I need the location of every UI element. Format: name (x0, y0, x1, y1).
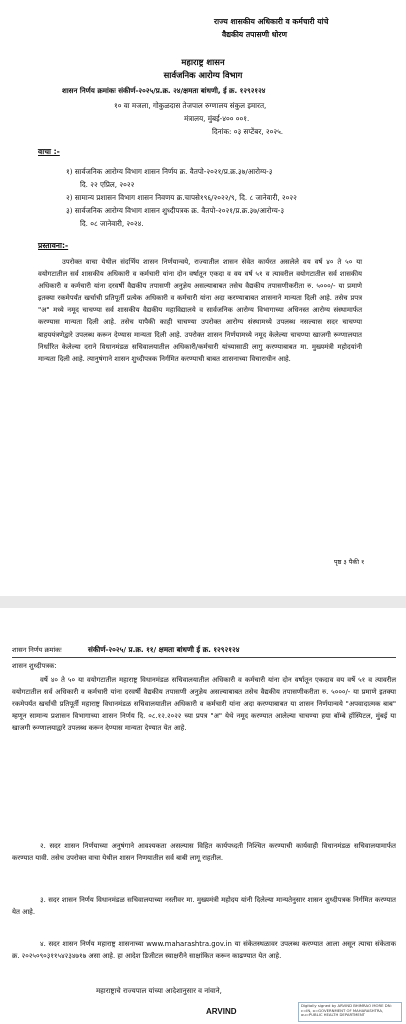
read-item-1-date: दि. २२ एप्रिल, २०२२ (80, 180, 135, 189)
read-item-3-date: दि. ०८ जानेवारी, २०२४. (80, 219, 144, 228)
address-line2: मंत्रालय, मुंबई-४०० ००१. (184, 114, 250, 123)
running-header-number: संकीर्ण-२०२५/ प्र.क्र. ११/ क्षमता बांधणी ई क्र. १२९२१२४ (88, 645, 240, 654)
preamble-paragraph: उपरोक्त वाचा येथील संदर्भिय शासन निर्णयान्वये, राज्यातील शासन सेवेत कार्यरत असलेले वय वर्ष ४० ते ५० या वयोगटातील सर्व शासकीय अधिकारी व कर्मचारी यांना दोन वर्षातून एकदा व वय वर्ष ५१ व त्यावरील वयोगटातील सर्व शासकीय अधिकारी व कर्मचारी यांना दरवर्षी वैद्यकीय तपासणी अनुज्ञेय असल्याबाबत तसेच वैद्यकीय तपासणीकरीता रु. ५०००/- या प्रमाणे इतक्या रकमेपर्यंत खर्चाची प्रतिपूर्ती प्रत्येक अधिकारी व कर्मचारी यांना अदा करण्याबाबत शासनाने मान्यता दिली आहे. तसेच प्रपत्र "अ" मध्ये नमूद चाचण्या सर्व शासकीय वैद्यकीय महाविद्यालये व सार्वजनिक आरोग्य विभागाच्या अधिनस्त आरोग्य संस्थामार्फत करण्यास मान्यता दिली आहे. तसेच यापैकी काही चाचण्या उपरोक्त आरोग्य संस्थामध्ये उपलब्ध नसल्यास सदर चाचण्या बाहययंत्रणेद्वारे उपलब्ध करून देण्यास मान्यता दिली आहे. उपरोक्त शासन निर्णयामध्ये नमूद केलेल्या चाचण्या खाजगी रूग्णालयात निर्धारित केलेल्या दराने विधानमंडळ सचिवालयातील अधिकारी/कर्मचारी यांच्यासाठी लागु करण्याबाबत मा. मुख्यमंत्री महोदयांनी मान्यता दिली आहे. त्यानुषंगाने शासन शुध्दीपत्रक निर्गमित करण्याची बाबत शासनाच्या विचाराधीन आहे. (38, 258, 362, 363)
page-number: पृष्ठ ३ पैकी १ (334, 558, 365, 566)
corrigendum-para-3: ३. सदर शासन निर्णय विधानमंडळ सचिवालयाच्या नस्तीवर मा. मुख्यमंत्री महोदय यांनी दिलेल्या मान्यतेनुसार शासन शुध्दीपत्रक निर्गमित करण्यात येत आहे. (12, 896, 396, 917)
preamble-heading: प्रस्तावना:- (38, 241, 69, 250)
document-page-2 (0, 608, 406, 1024)
corrigendum-heading: शासन शुध्दीपत्रक: (12, 662, 57, 670)
digital-signature-box (298, 1002, 402, 1022)
gr-date: दिनांक: ०३ सप्टेंबर, २०२५. (212, 127, 284, 136)
running-header-label: शासन निर्णय क्रमांकः (12, 646, 62, 654)
gov-title: महाराष्ट्र शासन (181, 57, 225, 67)
read-item-2: २) सामान्य प्रशासन विभाग शासन निवणय क्र.चापसे१९६/२०२२/९, दि. ८ जानेवारी, २०२२ (66, 193, 297, 202)
signatory-name: ARVIND (206, 1007, 237, 1016)
read-item-3: ३) सार्वजनिक आरोग्य विभाग शासन शुध्दीपत्रक क्र. वैतपो-२०२१/प्र.क्र.३७/आरोग्य-३ (66, 206, 285, 215)
department-title: सार्वजनिक आरोग्य विभाग (163, 70, 243, 80)
corrigendum-para-2: २. सदर शासन निर्णयाच्या अनुषंगाने आवश्यकता असल्यास विहित कार्यपध्दती निश्चित करण्याची कार्यवाही विधानमंडळ सचिवालयामार्फत करण्यात यावी. तसेच उपरोक्त वाचा येथील शासन निणयातील सर्व बाबी लागू राहतील. (12, 842, 396, 863)
corrigendum-para-4: ४. सदर शासन निर्णय महाराष्ट्र शासनाच्या www.maharashtra.gov.in या संकेतस्थळावर उपलब्ध करण्यात आला असून त्याचा संकेताक क्र. २०२५०९०३११५४२३४७१७ असा आहे. हा आदेश डिजीटल स्वाक्षरीने साक्षांकित करून काढण्यात येत आहे. (12, 940, 396, 961)
gr-number: शासन निर्णय क्रमांकः संकीर्ण-२०२५/प्र.क्र. २४/क्षमता बांधणी, ई क्र. १२९२१२४ (62, 86, 266, 95)
header-top-right-line1: राज्य शासकीय अधिकारी व कर्मचारी यांचे (214, 17, 329, 26)
header-rule (12, 657, 396, 658)
digital-signature-text: Digitally signed by ARVIND BHIMRAO MORE DN: c=IN, o=GOVERNMENT OF MAHARASHTRA, ou=PUBLIC HEALTH DEPARTMENT (301, 1003, 392, 1018)
page-separator (0, 596, 406, 608)
header-top-right-line2: वैद्यकीय तपासणी धोरण (222, 30, 287, 39)
corrigendum-para-1: वर्षे ४० ते ५० या वयोगटातील महाराष्ट्र विधानमंडळ सचिवालयातील अधिकारी व कर्मचारी यांना दोन वर्षातून एकदाव वय वर्षे ५१ व त्यावरील वयोगटातील सर्व अधिकारी व कर्मचारी यांना दरवर्षी वैद्यकीय तपासणी अनुज्ञेय असल्याबाबत तसेच वैद्यकीय तपासणीकरीता रु. ५०००/- या प्रमाणे इतक्या रकमेपर्यंत खर्चाची प्रतिपूर्ती महाराष्ट्र विधानमंडळ सचिवालयातील अधिकारी व कर्मचारी यांना अदा करण्याबाबत या शासन निर्णयान्वये "अपवादात्मक बाब" म्हणून सामान्य प्रशासन विभागाच्या शासन निर्णय दि. ०८.१२.२०२२ च्या प्रपत्र "अ" येथे नमूद करण्यात आलेल्या चाचण्या हया बॉम्बे हॉस्पिटल, मुंबई या खाजगी रूग्णालयाद्वारे उपलब्ध करून देण्यास मान्यता देण्यात येत आहे. (12, 676, 396, 733)
read-heading: वाचा :- (38, 147, 60, 156)
address-line1: १० वा मजला, गोकुळदास तेजपाल रुग्णालय संकुल इमारत, (114, 101, 267, 110)
read-item-1: १) सार्वजनिक आरोग्य विभाग शासन निर्णय क्र. वैतपो-२०२१/प्र.क्र.३७/आरोग्य-३ (66, 167, 273, 176)
closing-line: महाराष्ट्राचे राज्यपाल यांच्या आदेशानुसार व नांवाने, (96, 987, 222, 995)
